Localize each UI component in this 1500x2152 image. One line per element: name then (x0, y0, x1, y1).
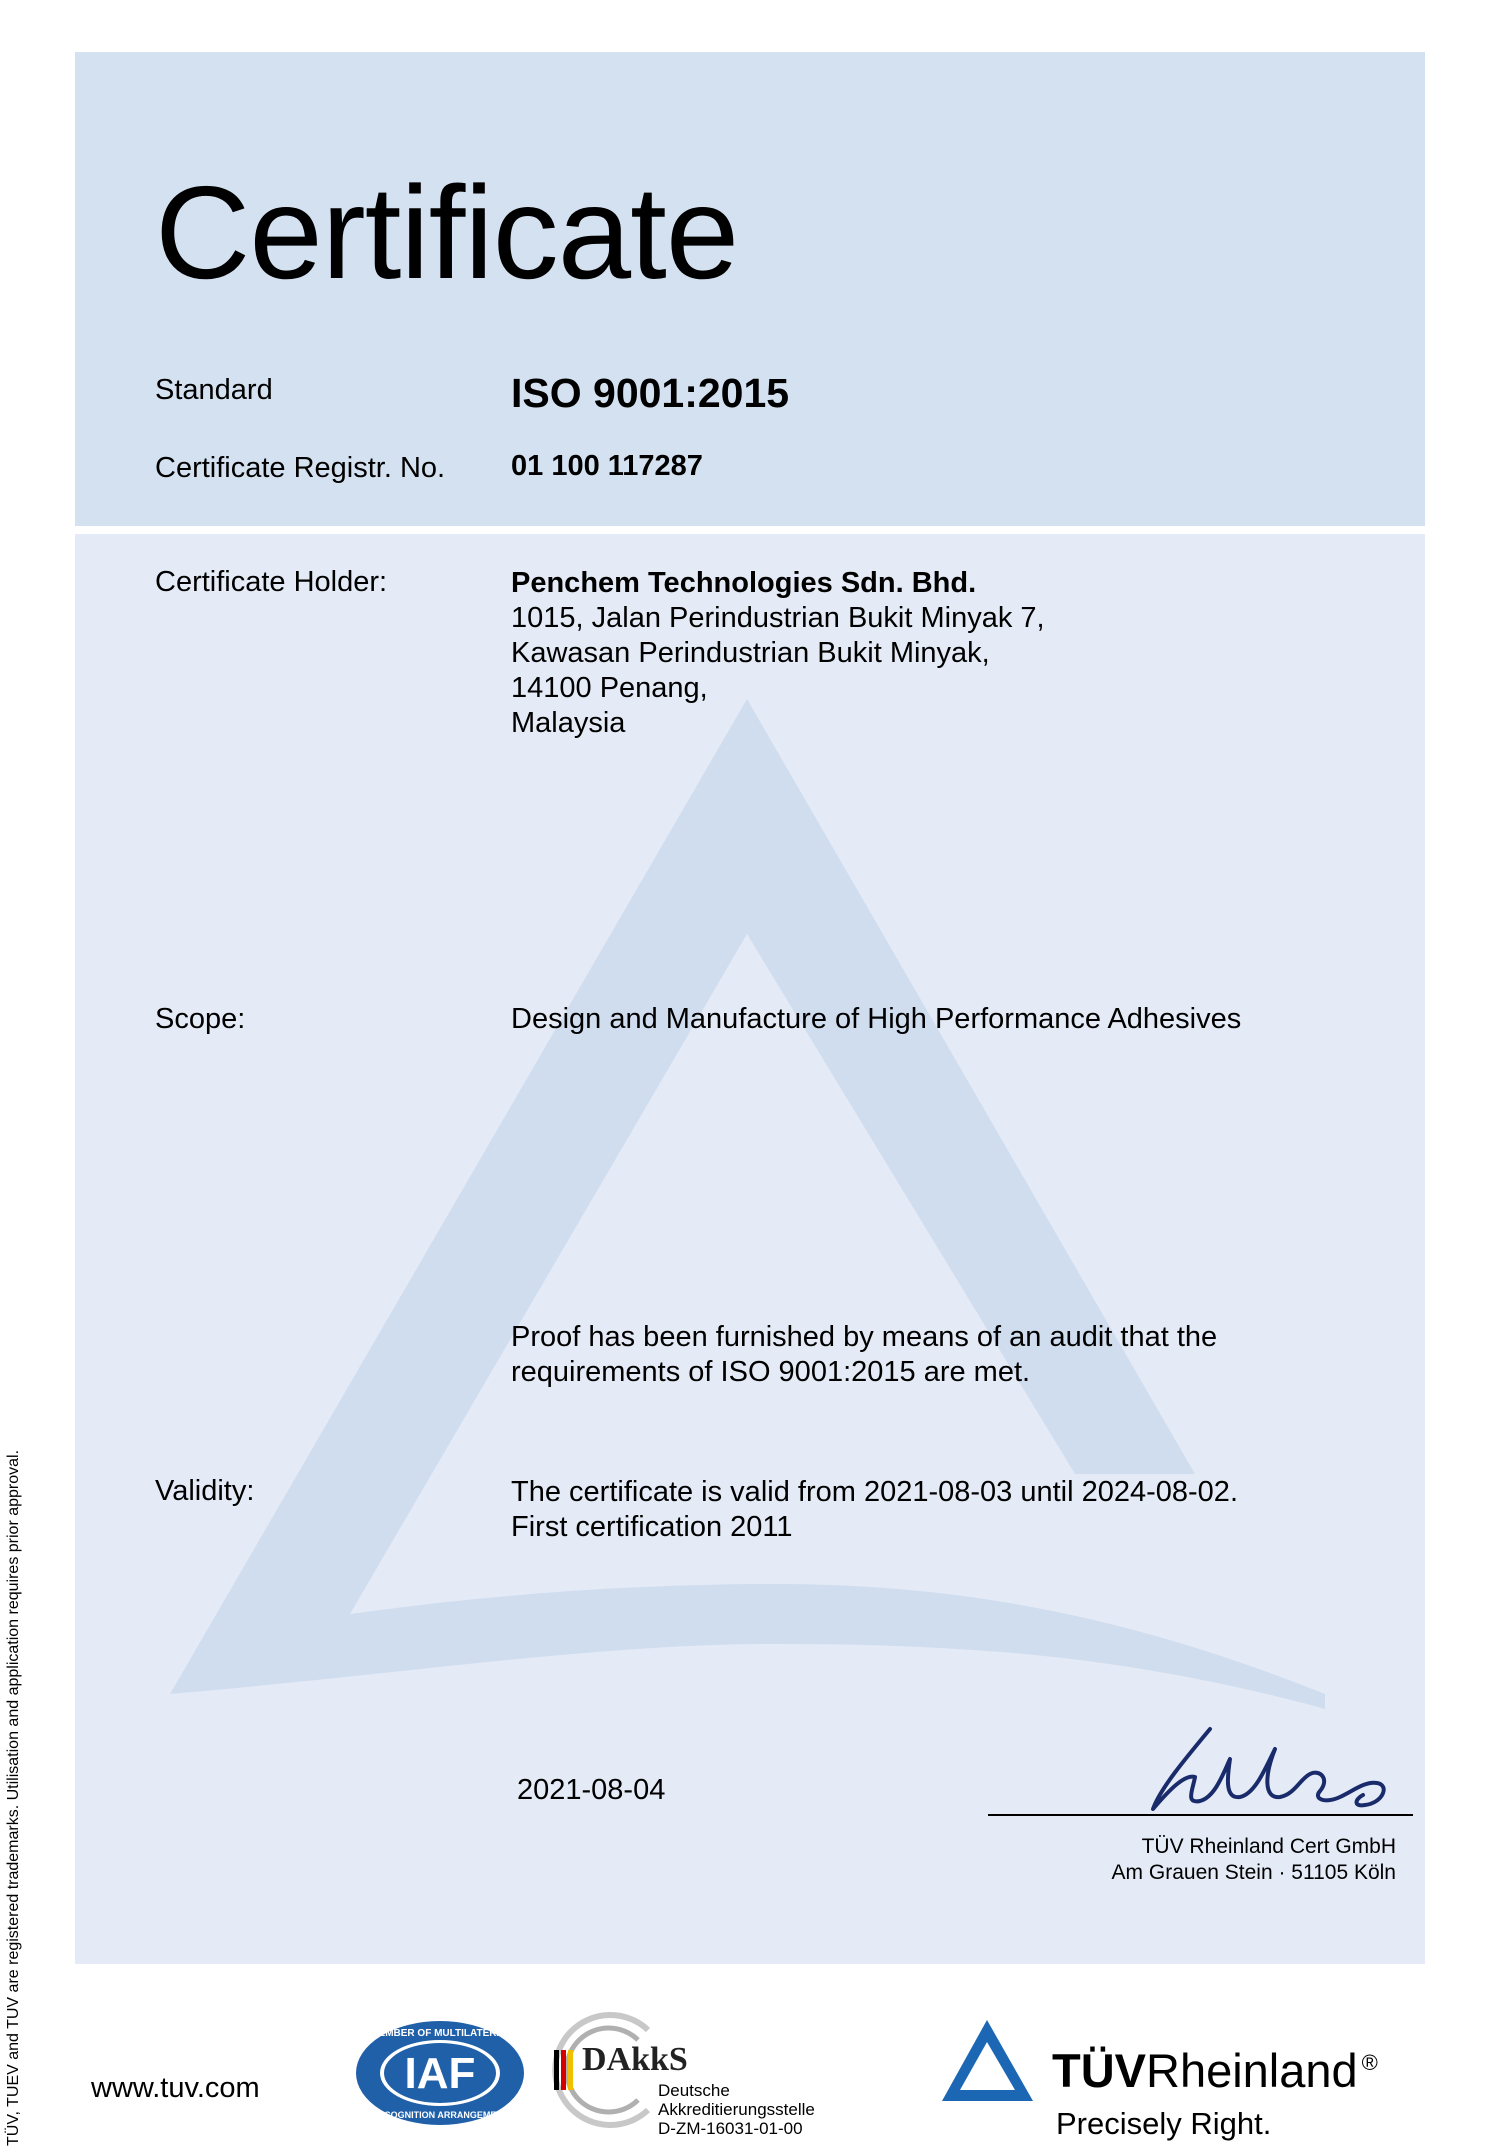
audit-statement-line: Proof has been furnished by means of an audit that the (511, 1321, 1218, 1353)
issue-date: 2021-08-04 (517, 1774, 666, 1806)
registration-number: 01 100 117287 (511, 450, 703, 482)
tuv-website-link[interactable]: www.tuv.com (91, 2072, 260, 2104)
validity-line: The certificate is valid from 2021-08-03 until 2024-08-02. (511, 1476, 1238, 1508)
issuer-address: Am Grauen Stein · 51105 Köln (1111, 1861, 1396, 1884)
tuv-tagline: Precisely Right. (1056, 2106, 1272, 2141)
dakks-brand: DAkkS (582, 2041, 688, 2078)
signature-line (988, 1814, 1413, 1816)
validity-block (511, 1475, 1238, 1545)
issuer-block (1112, 1834, 1396, 1886)
signature-image (1115, 1719, 1415, 1819)
issuer-name: TÜV Rheinland Cert GmbH (1141, 1835, 1396, 1858)
holder-address-line: 14100 Penang, (511, 672, 708, 704)
holder-name: Penchem Technologies Sdn. Bhd. (511, 567, 977, 599)
tuv-triangle-logo (940, 2018, 1035, 2103)
validity-label: Validity: (155, 1475, 255, 1507)
certificate-body-panel (75, 534, 1425, 1964)
dakks-text (658, 2081, 815, 2138)
trademark-side-note: TÜV, TUEV and TUV are registered trademarks. Utilisation and application requires prior approval. (5, 1449, 22, 2146)
holder-address-line: Malaysia (511, 707, 626, 739)
iaf-logo (353, 2018, 528, 2128)
dakks-accreditation-number: D-ZM-16031-01-00 (658, 2119, 803, 2138)
standard-value: ISO 9001:2015 (511, 370, 790, 416)
iaf-letters: IAF (404, 2049, 476, 2098)
dakks-line: Deutsche (658, 2081, 730, 2100)
iaf-ring-bottom: RECOGNITION ARRANGEMENT (371, 2110, 509, 2120)
registration-label: Certificate Registr. No. (155, 452, 446, 484)
tuv-brand-rest: Rheinland (1146, 2044, 1358, 2097)
tuv-rheinland-wordmark (1052, 2043, 1378, 2098)
standard-label: Standard (155, 374, 273, 406)
scope-label: Scope: (155, 1003, 246, 1035)
iaf-ring-top: MEMBER OF MULTILATERAL (370, 2028, 510, 2039)
holder-address-line: Kawasan Perindustrian Bukit Minyak, (511, 637, 990, 669)
holder-address-line: 1015, Jalan Perindustrian Bukit Minyak 7, (511, 602, 1045, 634)
certificate-header-panel (75, 52, 1425, 526)
certificate-title: Certificate (155, 159, 739, 306)
audit-statement (511, 1320, 1217, 1390)
holder-label: Certificate Holder: (155, 566, 388, 598)
scope-value: Design and Manufacture of High Performance Adhesives (511, 1003, 1242, 1035)
validity-line: First certification 2011 (511, 1511, 793, 1543)
dakks-line: Akkreditierungsstelle (658, 2100, 815, 2119)
registered-mark: ® (1361, 2050, 1378, 2076)
tuv-brand-bold: TÜV (1052, 2044, 1146, 2097)
audit-statement-line: requirements of ISO 9001:2015 are met. (511, 1356, 1031, 1388)
holder-block (511, 566, 1045, 741)
